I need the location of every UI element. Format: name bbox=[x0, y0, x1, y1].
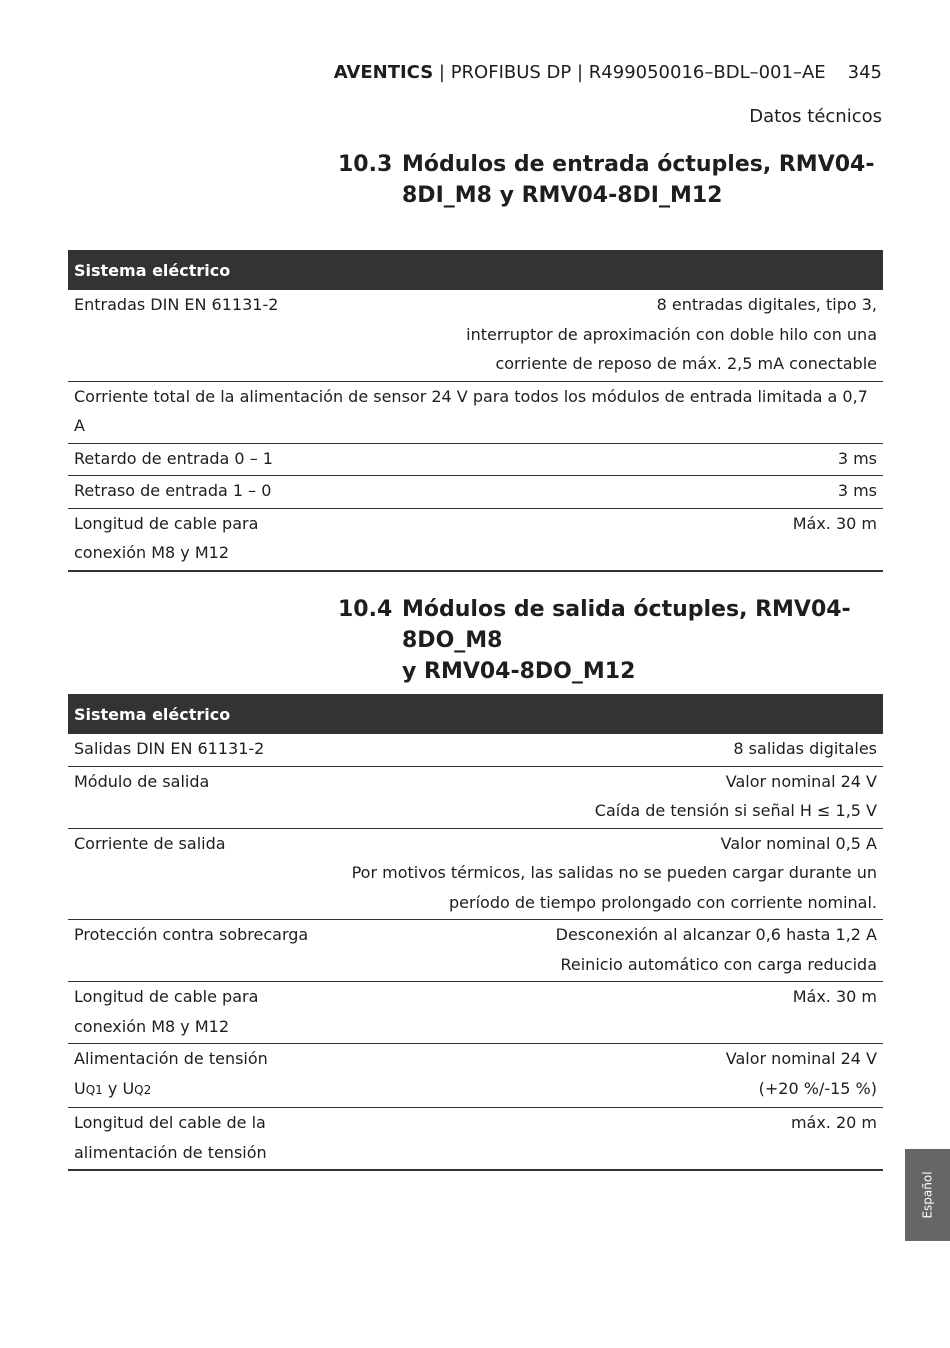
row-value: máx. 20 m bbox=[324, 1108, 883, 1171]
value-line: corriente de reposo de máx. 2,5 mA conectable bbox=[495, 354, 877, 373]
value-line: Valor nominal 24 V bbox=[725, 1049, 877, 1068]
section-title-line: Módulos de salida óctuples, RMV04-8DO_M8 bbox=[402, 597, 851, 653]
value-line: interruptor de aproximación con doble hilo con una bbox=[466, 324, 877, 344]
value-line: Desconexión al alcanzar 0,6 hasta 1,2 A bbox=[555, 925, 877, 944]
language-label: Español bbox=[920, 1171, 935, 1219]
running-header bbox=[334, 62, 882, 83]
table-row bbox=[68, 381, 883, 443]
label-line: Longitud del cable de la bbox=[74, 1113, 266, 1132]
label-line: alimentación de tensión bbox=[74, 1142, 267, 1162]
table-row bbox=[68, 828, 883, 920]
row-label: Retraso de entrada 1 – 0 bbox=[68, 476, 345, 509]
section-heading-10-3 bbox=[338, 149, 898, 211]
row-label bbox=[68, 1108, 324, 1171]
page-number: 345 bbox=[847, 62, 882, 83]
spec-table-outputs bbox=[68, 694, 883, 1171]
row-label: Entradas DIN EN 61131-2 bbox=[68, 290, 345, 381]
row-value: 8 salidas digitales bbox=[324, 734, 883, 766]
table-header: Sistema eléctrico bbox=[68, 694, 883, 734]
voltage-symbol: U bbox=[74, 1078, 86, 1098]
section-title-line: y RMV04-8DO_M12 bbox=[402, 659, 636, 684]
value-line: 8 entradas digitales, tipo 3, bbox=[656, 295, 877, 314]
row-full-text: Corriente total de la alimentación de sensor 24 V para todos los módulos de entrada limitada a 0,7 A bbox=[68, 381, 883, 443]
label-line: Alimentación de tensión bbox=[74, 1049, 268, 1068]
table-row bbox=[68, 766, 883, 828]
row-value: 3 ms bbox=[345, 476, 883, 509]
row-label bbox=[68, 982, 324, 1044]
row-label bbox=[68, 1044, 324, 1108]
table-row bbox=[68, 1108, 883, 1171]
value-line: Por motivos térmicos, las salidas no se pueden cargar durante un bbox=[351, 863, 877, 882]
label-line: Longitud de cable para bbox=[74, 513, 259, 533]
table-row bbox=[68, 476, 883, 509]
table-header-row bbox=[68, 250, 883, 290]
section-heading-10-4 bbox=[338, 594, 898, 687]
label-line: conexión M8 y M12 bbox=[74, 543, 230, 562]
conjunction: y bbox=[102, 1078, 123, 1098]
table-row bbox=[68, 734, 883, 766]
language-tab bbox=[905, 1149, 950, 1241]
value-line: período de tiempo prolongado con corriente nominal. bbox=[449, 892, 877, 912]
row-value: 3 ms bbox=[345, 443, 883, 476]
value-line: Valor nominal 24 V bbox=[725, 771, 877, 791]
value-line: Valor nominal 0,5 A bbox=[720, 833, 877, 853]
row-label: Protección contra sobrecarga bbox=[68, 920, 324, 982]
table-row bbox=[68, 920, 883, 982]
section-title-line: 8DI_M8 y RMV04-8DI_M12 bbox=[402, 183, 723, 208]
row-value bbox=[324, 1044, 883, 1108]
row-label: Módulo de salida bbox=[68, 766, 324, 828]
section-title-line: Módulos de entrada óctuples, RMV04- bbox=[402, 152, 875, 177]
table-header-row bbox=[68, 694, 883, 734]
chapter-title: Datos técnicos bbox=[749, 106, 882, 127]
subscript: Q1 bbox=[85, 1082, 103, 1097]
value-line: (+20 %/-15 %) bbox=[758, 1078, 877, 1098]
brand-name: AVENTICS bbox=[333, 62, 434, 83]
label-line: Longitud de cable para bbox=[74, 987, 259, 1006]
voltage-symbol: U bbox=[122, 1078, 135, 1098]
row-label: Salidas DIN EN 61131-2 bbox=[68, 734, 324, 766]
row-value: Máx. 30 m bbox=[324, 982, 883, 1044]
row-value: Máx. 30 m bbox=[345, 508, 883, 571]
table-row bbox=[68, 1044, 883, 1108]
row-value bbox=[324, 766, 883, 828]
value-line: Reinicio automático con carga reducida bbox=[560, 954, 877, 974]
spec-table-inputs bbox=[68, 250, 883, 572]
row-value bbox=[345, 290, 883, 381]
table-row bbox=[68, 443, 883, 476]
label-line bbox=[74, 1074, 318, 1106]
table-row bbox=[68, 982, 883, 1044]
section-number: 10.3 bbox=[338, 152, 393, 177]
row-label: Corriente de salida bbox=[68, 828, 324, 920]
table-row bbox=[68, 508, 883, 571]
value-line: Caída de tensión si señal H ≤ 1,5 V bbox=[594, 801, 877, 820]
row-label: Retardo de entrada 0 – 1 bbox=[68, 443, 345, 476]
row-value bbox=[324, 828, 883, 920]
table-row bbox=[68, 290, 883, 381]
row-value bbox=[324, 920, 883, 982]
label-line: conexión M8 y M12 bbox=[74, 1016, 230, 1036]
section-number: 10.4 bbox=[338, 597, 393, 622]
subscript: Q2 bbox=[134, 1082, 152, 1097]
table-header: Sistema eléctrico bbox=[68, 250, 883, 290]
document-reference: | PROFIBUS DP | R499050016–BDL–001–AE bbox=[433, 62, 826, 83]
row-label bbox=[68, 508, 345, 571]
